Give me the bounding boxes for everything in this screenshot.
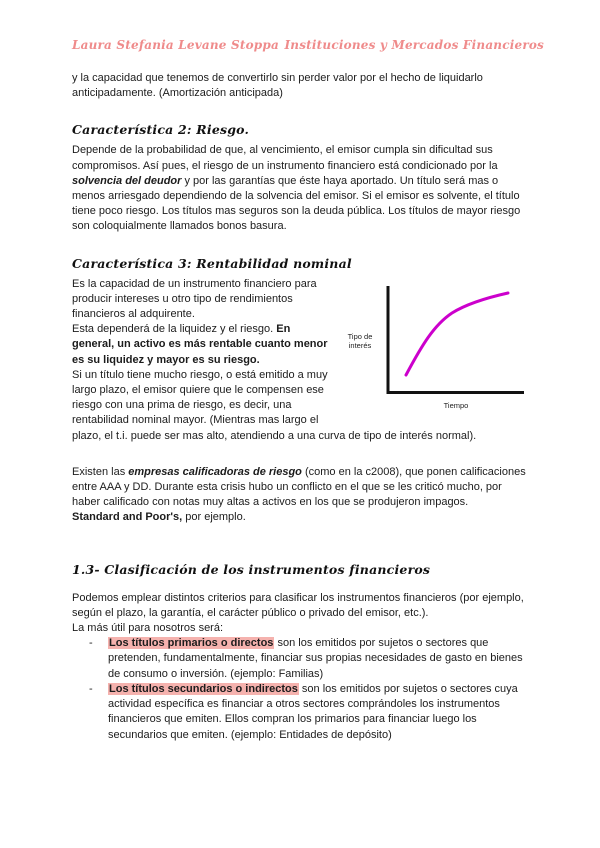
heading-clasificacion: 1.3- Clasificación de los instrumentos financieros bbox=[72, 561, 431, 577]
calificadoras-text-pre: Existen las bbox=[72, 465, 129, 478]
chart-xlabel: Tiempo bbox=[443, 400, 469, 410]
paragraph-rentabilidad-3: Si un título tiene mucho riesgo, o está emitido a muy largo plazo, el emisor quiere que le compensen ese riesgo con una prima de riesgo, es decir, una rentabilidad nominal mayor. (Mientras mas largo el plazo, el t.i. puede ser mas alto, atendiendo a una curva de tipo de interés normal). bbox=[72, 368, 477, 442]
section-rentabilidad bbox=[72, 277, 530, 444]
paragraph-liquidez-cont: y la capacidad que tenemos de convertirlo sin perder valor por el hecho de liquidarlo anticipadamente. (Amortización anticipada) bbox=[72, 72, 483, 100]
calificadoras-text-bold: empresas calificadoras de riesgo bbox=[128, 465, 302, 478]
page-header bbox=[72, 38, 544, 52]
dash-marker: - bbox=[89, 637, 93, 650]
riesgo-text-bold: solvencia del deudor bbox=[72, 174, 182, 187]
interest-rate-figure bbox=[338, 283, 530, 419]
rentabilidad-text-bold: En general, un activo es más rentable cuanto menor es su liquidez y mayor es su riesgo. bbox=[72, 323, 328, 366]
heading-caracteristica-2: Característica 2: Riesgo. bbox=[72, 122, 250, 138]
rentabilidad-text-pre: Esta dependerá de la liquidez y el riesgo. bbox=[72, 323, 277, 336]
dash-marker: - bbox=[89, 682, 93, 695]
titulos-secundarios-text: son los emitidos por sujetos o sectores cuya actividad específica es financiar a otros sectores comprándoles los instrumentos financieros que emiten. Ellos compran los primarios para financiar luego los secundarios que emiten. (ejemplo: Entidades de depósito) bbox=[108, 682, 518, 741]
interest-rate-chart bbox=[382, 283, 528, 399]
list-item-titulos-secundarios bbox=[72, 682, 530, 743]
paragraph-standard-poors bbox=[72, 510, 530, 525]
riesgo-text-post: y por las garantías que éste haya aportado. Un título será mas o menos arriesgado dependiendo de la solvencia del emisor. Si el emisor es solvente, el título tiene poco riesgo. Los títulos mas seguros son la deuda pública. Los títulos de mayor riesgo son coloquialmente llamados bonos basura. bbox=[72, 174, 521, 233]
heading-caracteristica-3: Característica 3: Rentabilidad nominal bbox=[72, 255, 352, 271]
header-author: Laura Stefania Levane Stoppa bbox=[72, 38, 279, 52]
list-item-titulos-primarios bbox=[72, 636, 530, 682]
sp-text-post: por ejemplo. bbox=[182, 511, 246, 524]
paragraph-clasificacion-intro: Podemos emplear distintos criterios para clasificar los instrumentos financieros (por ejemplo, según el plazo, la garantía, el carácter público o privado del emisor, etc.). bbox=[72, 591, 524, 619]
calificadoras-text-post: (como en la c2008), que ponen calificaciones entre AAA y DD. Durante esta crisis hubo un conflicto en el que se les criticó mucho, por haber calificado con notas muy altas a activos en los que se produjeron impagos. bbox=[72, 465, 526, 509]
titulos-secundarios-highlight: Los títulos secundarios o indirectos bbox=[109, 682, 298, 695]
paragraph-riesgo bbox=[72, 143, 530, 234]
paragraph-rentabilidad-1: Es la capacidad de un instrumento financiero para producir intereses u otro tipo de rendimientos financieros al adquirente. bbox=[72, 277, 317, 321]
instrument-types-list bbox=[72, 636, 530, 742]
riesgo-text-pre: Depende de la probabilidad de que, al vencimiento, el emisor cumpla sin dificultad sus compromisos. Así pues, el riesgo de un instrumento financiero está condicionado por la bbox=[72, 144, 498, 172]
paragraph-clasificacion-intro-2: La más útil para nosotros será: bbox=[72, 622, 224, 635]
header-course: Instituciones y Mercados Financieros bbox=[284, 38, 544, 52]
interest-curve bbox=[406, 293, 508, 375]
titulos-primarios-highlight: Los títulos primarios o directos bbox=[109, 637, 274, 650]
paragraph-calificadoras bbox=[72, 465, 530, 511]
chart-ylabel: Tipo de interés bbox=[347, 331, 373, 350]
sp-text-bold: Standard and Poor's, bbox=[72, 511, 183, 524]
titulos-primarios-text: son los emitidos por sujetos o sectores que pretenden, fundamentalmente, financiar sus propias necesidades de gasto en bienes de consumo o inversión. (ejemplo: Familias) bbox=[108, 637, 523, 680]
